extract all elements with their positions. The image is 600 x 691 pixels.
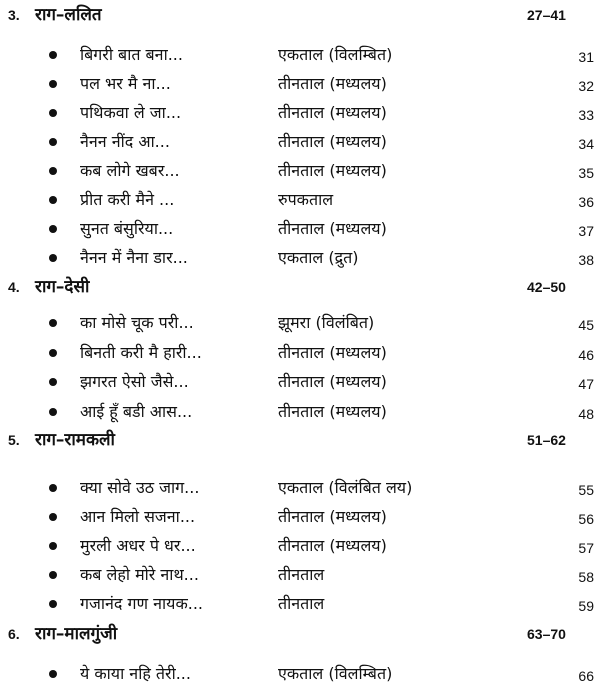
page-number: 35 [578, 165, 594, 181]
tala-name: तीनताल (मध्यलय) [278, 219, 387, 238]
page-number: 32 [578, 78, 594, 94]
section-number: 4. [8, 279, 20, 295]
page-number: 37 [578, 223, 594, 239]
bullet-icon [49, 80, 57, 88]
tala-name: तीनताल (मध्यलय) [278, 342, 387, 362]
tala-name: एकताल (विलम्बित) [278, 45, 393, 64]
list-item [0, 473, 600, 502]
tala-name: तीनताल (मध्यलय) [278, 132, 387, 151]
song-title: प्रीत करी मैने ... [80, 190, 175, 209]
page-number: 33 [578, 107, 594, 123]
section-title: राग–देसी [35, 277, 90, 297]
section-page-range: 42–50 [527, 279, 566, 295]
section-title: राग–मालगुंजी [35, 624, 118, 644]
page-number: 57 [578, 540, 594, 556]
list-item [0, 185, 600, 214]
section-header [0, 272, 600, 302]
list-item [0, 531, 600, 560]
bullet-icon [49, 670, 57, 678]
page-number: 58 [578, 569, 594, 585]
song-title: आई हूँ बडी आस... [80, 401, 193, 421]
toc-section [0, 272, 600, 426]
song-title: झगरत ऐसो जैसे... [80, 372, 189, 391]
list-item [0, 308, 600, 338]
section-title: राग–रामकली [35, 430, 115, 450]
page-number: 31 [578, 49, 594, 65]
page-number: 38 [578, 252, 594, 268]
toc-section [0, 425, 600, 618]
song-title: कब लोगे खबर... [80, 161, 180, 180]
list-item [0, 98, 600, 127]
song-title: सुनत बंसुरिया... [80, 219, 174, 238]
song-title: कब लेहो मोरे नाथ... [80, 565, 199, 584]
tala-name: एकताल (द्रुत) [278, 248, 359, 267]
list-item [0, 127, 600, 156]
tala-name: रुपकताल [278, 190, 334, 209]
song-title: मुरली अधर पे धर... [80, 536, 196, 555]
list-item [0, 40, 600, 69]
tala-name: तीनताल [278, 565, 325, 584]
toc-section [0, 0, 600, 272]
list-item [0, 502, 600, 531]
song-title: आन मिलो सजना... [80, 507, 196, 526]
section-title: राग–ललित [35, 5, 102, 25]
tala-name: तीनताल (मध्यलय) [278, 74, 387, 93]
page-number: 45 [578, 317, 594, 333]
section-number: 3. [8, 7, 20, 23]
page-number: 48 [578, 405, 594, 422]
section-number: 6. [8, 626, 20, 642]
bullet-icon [49, 225, 57, 233]
tala-name: तीनताल (मध्यलय) [278, 507, 387, 526]
page-number: 47 [578, 376, 594, 392]
bullet-icon [49, 254, 57, 262]
list-item [0, 367, 600, 397]
song-title: पल भर मै ना... [80, 74, 171, 93]
song-title: ये काया नहि तेरी... [80, 664, 191, 683]
toc-section [0, 619, 600, 688]
page-number: 36 [578, 194, 594, 210]
bullet-icon [49, 167, 57, 175]
bullet-icon [49, 319, 57, 327]
list-item [0, 243, 600, 272]
bullet-icon [49, 571, 57, 579]
tala-name: एकताल (विलंबित लय) [278, 478, 413, 497]
tala-name: एकताल (विलम्बित) [278, 664, 393, 683]
list-item [0, 560, 600, 589]
list-item [0, 338, 600, 368]
tala-name: तीनताल (मध्यलय) [278, 161, 387, 180]
tala-name: तीनताल (मध्यलय) [278, 536, 387, 555]
song-title: बिनती करी मै हारी... [80, 342, 202, 362]
song-title: नैनन नींद आ... [80, 132, 170, 151]
page-number: 59 [578, 598, 594, 614]
tala-name: तीनताल (मध्यलय) [278, 401, 387, 421]
section-page-range: 51–62 [527, 432, 566, 448]
song-title: बिगरी बात बना... [80, 45, 183, 64]
song-title: का मोसे चूक परी... [80, 313, 194, 332]
song-title: गजानंद गण नायक... [80, 594, 203, 613]
section-number: 5. [8, 432, 20, 448]
list-item [0, 156, 600, 185]
section-page-range: 27–41 [527, 7, 566, 23]
bullet-icon [49, 484, 57, 492]
bullet-icon [49, 600, 57, 608]
page-number: 55 [578, 482, 594, 498]
bullet-icon [49, 542, 57, 550]
tala-name: झूमरा (विलंबित) [278, 313, 375, 332]
bullet-icon [49, 378, 57, 386]
tala-name: तीनताल (मध्यलय) [278, 372, 387, 391]
section-header [0, 425, 600, 455]
song-title: पथिकवा ले जा... [80, 103, 182, 122]
list-item [0, 659, 600, 688]
list-item [0, 397, 600, 427]
section-header [0, 0, 600, 30]
song-title: नैनन में नैना डार... [80, 248, 188, 267]
tala-name: तीनताल (मध्यलय) [278, 103, 387, 122]
section-page-range: 63–70 [527, 626, 566, 642]
bullet-icon [49, 408, 57, 416]
section-header [0, 619, 600, 649]
list-item [0, 69, 600, 98]
bullet-icon [49, 109, 57, 117]
page-number: 34 [578, 136, 594, 152]
bullet-icon [49, 196, 57, 204]
bullet-icon [49, 513, 57, 521]
song-title: क्या सोवे उठ जाग... [80, 478, 200, 497]
bullet-icon [49, 138, 57, 146]
page-number: 46 [578, 346, 594, 363]
tala-name: तीनताल [278, 594, 325, 613]
page-number: 66 [578, 668, 594, 684]
list-item [0, 589, 600, 618]
bullet-icon [49, 349, 57, 357]
bullet-icon [49, 51, 57, 59]
list-item [0, 214, 600, 243]
page-number: 56 [578, 511, 594, 527]
